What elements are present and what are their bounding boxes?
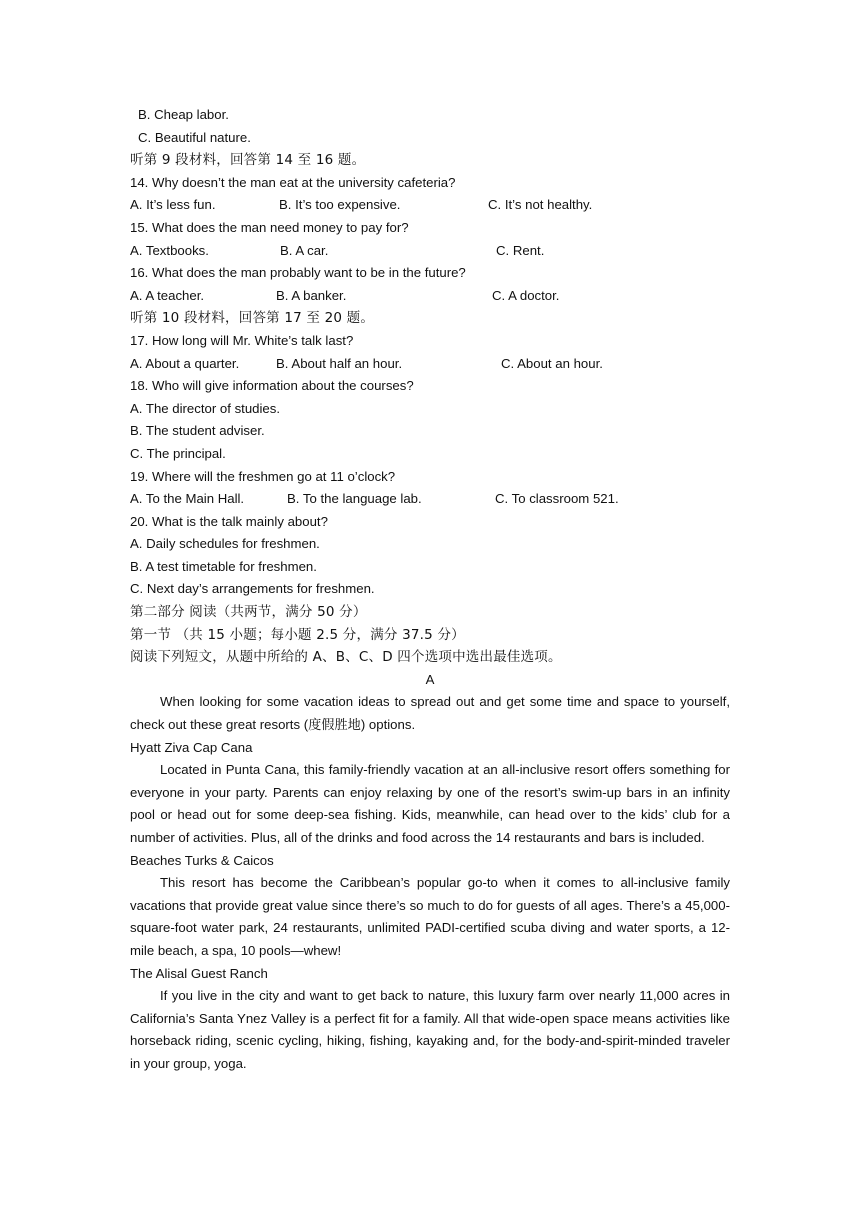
resort-3-name: The Alisal Guest Ranch <box>130 965 268 981</box>
q17-option-a: A. About a quarter. <box>130 355 240 371</box>
q19-option-c: C. To classroom 521. <box>495 491 619 507</box>
passage-label: A <box>425 671 435 687</box>
q16-option-a: A. A teacher. <box>130 287 205 303</box>
q15-options <box>130 240 730 263</box>
resort-1-name: Hyatt Ziva Cap Cana <box>130 739 253 755</box>
q20-question: 20. What is the talk mainly about? <box>130 513 328 529</box>
q18-question: 18. Who will give information about the courses? <box>130 378 414 394</box>
page-content <box>130 104 730 1076</box>
passage-intro: When looking for some vacation ideas to spread out and get some time and space to yourself, check out these great resorts (度假胜地) options. <box>130 694 730 733</box>
q13-option-b: B. Cheap labor. <box>138 107 229 122</box>
resort-1-text: Located in Punta Cana, this family-friendly vacation at an all-inclusive resort offers something for everyone in your party. Parents can enjoy relaxing by one of the resort’s swim-up bars in an infinity pool or head out for some deep-sea fishing. Kids, meanwhile, can head over to the kids’ club for a number of activities. Plus, all of the drinks and food across the 14 restaurants and bars is included. <box>130 762 730 845</box>
q14-option-a: A. It’s less fun. <box>130 197 216 213</box>
q20-option-b: B. A test timetable for freshmen. <box>130 558 317 574</box>
q15-option-c: C. Rent. <box>496 242 545 258</box>
q20-option-c: C. Next day’s arrangements for freshmen. <box>130 581 375 597</box>
q19-question: 19. Where will the freshmen go at 11 o’clock? <box>130 468 396 484</box>
reading-instruction: 阅读下列短文，从题中所给的 A、B、C、D 四个选项中选出最佳选项。 <box>130 649 562 666</box>
q13-option-c: C. Beautiful nature. <box>138 129 251 145</box>
q17-options <box>130 353 730 376</box>
resort-2-text: This resort has become the Caribbean’s popular go-to when it comes to all-inclusive family vacations that provide great value since there’s so much to do for guests of all ages. There’s a 45,000-square-foot water park, 24 restaurants, unlimited PADI-certified scuba diving and water sports, a 12-mile beach, a spa, 10 pools—whew! <box>130 875 730 958</box>
q16-options <box>130 285 730 308</box>
section10-instruction: 听第 10 段材料，回答第 17 至 20 题。 <box>130 310 375 327</box>
q20-option-a: A. Daily schedules for freshmen. <box>130 536 320 552</box>
resort-2-name: Beaches Turks & Caicos <box>130 852 274 868</box>
q18-option-c: C. The principal. <box>130 445 226 461</box>
q15-option-b: B. A car. <box>280 242 329 258</box>
q19-option-b: B. To the language lab. <box>287 491 422 507</box>
section9-instruction: 听第 9 段材料，回答第 14 至 16 题。 <box>130 152 366 169</box>
q16-option-c: C. A doctor. <box>492 287 560 303</box>
q17-option-c: C. About an hour. <box>501 355 603 371</box>
reading-section-title: 第一节 （共 15 小题；每小题 2.5 分，满分 37.5 分） <box>130 626 465 643</box>
q17-option-b: B. About half an hour. <box>276 355 403 371</box>
q14-options <box>130 194 730 217</box>
q15-option-a: A. Textbooks. <box>130 242 209 258</box>
q14-question: 14. Why doesn’t the man eat at the university cafeteria? <box>130 174 456 190</box>
q17-question: 17. How long will Mr. White’s talk last? <box>130 332 354 348</box>
q18-option-a: A. The director of studies. <box>130 400 281 416</box>
q16-option-b: B. A banker. <box>276 287 347 303</box>
q19-options <box>130 488 730 511</box>
reading-part-title: 第二部分 阅读（共两节，满分 50 分） <box>130 604 367 621</box>
q18-option-b: B. The student adviser. <box>130 423 265 439</box>
q14-option-b: B. It’s too expensive. <box>279 197 401 213</box>
resort-3-text: If you live in the city and want to get back to nature, this luxury farm over nearly 11,000 acres in California’s Santa Ynez Valley is a perfect fit for a family. All that wide-open space means activities like horseback riding, scenic cycling, hiking, fishing, kayaking and, for the body-and-spirit-minded traveler in your group, yoga. <box>130 988 730 1071</box>
q19-option-a: A. To the Main Hall. <box>130 491 245 507</box>
q14-option-c: C. It’s not healthy. <box>488 197 593 213</box>
q16-question: 16. What does the man probably want to be in the future? <box>130 265 466 281</box>
q15-question: 15. What does the man need money to pay for? <box>130 219 409 235</box>
